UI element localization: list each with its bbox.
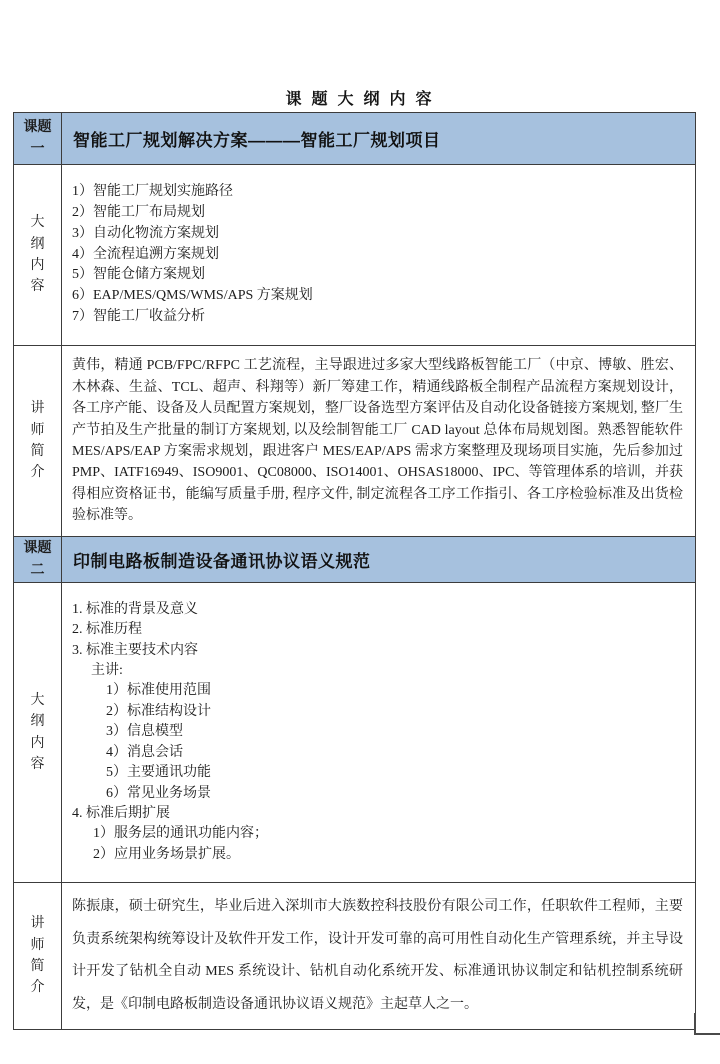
outline-1-item: 3）自动化物流方案规划 <box>72 225 219 241</box>
outline-2-list <box>72 600 683 865</box>
row-label-topic-1: 课题一 <box>23 120 52 157</box>
row-label-topic-2: 课题二 <box>23 541 52 578</box>
outline-2-item: 4. 标准后期扩展 <box>72 805 170 821</box>
topic-1-title-cell <box>62 113 696 165</box>
next-table-border-fragment-vertical <box>694 1013 696 1035</box>
outline-2-item: 主讲: <box>91 663 123 679</box>
table-row-lecturer-1 <box>14 346 696 537</box>
outline-1-item: 1）智能工厂规划实施路径 <box>72 184 233 200</box>
row-label-cell-outline-2 <box>14 583 62 883</box>
outline-1-item: 4）全流程追溯方案规划 <box>72 246 219 262</box>
row-label-cell-topic-1 <box>14 113 62 165</box>
row-label-cell-lecturer-2 <box>14 883 62 1030</box>
table-row-topic-1 <box>14 113 696 165</box>
document-title: 课 题 大 纲 内 容 <box>285 91 435 108</box>
outline-2-item: 2. 标准历程 <box>72 622 142 638</box>
row-label-cell-topic-2 <box>14 537 62 583</box>
lecturer-1-bio: 黄伟，精通 PCB/FPC/RFPC 工艺流程，主导跟进过多家大型线路板智能工厂（中京、博敏、胜宏、木林森、生益、TCL、超声、科翔等）新厂筹建工作，精通线路板全制程产品流程方案规划设计，各工序产能、设备及人员配置方案规划，整厂设备选型方案评估及自动化设备链接方案规划, 整厂生产节拍及生产批量的制订方案规划, 以及绘制智能工厂 CAD layout 总体布局规划图。熟悉智能软件 MES/APS/EAP 方案需求规划，跟进客户 MES/EAP/APS 需求方案整理及现场项目实施，先后参加过 PMP、IATF16949、ISO9001、QC08000、ISO14001、OHSAS18000、IPC、等管理体系的培训，并获得相应资格证书，能编写质量手册, 程序文件, 制定流程各工序工作指引、各工序检验标准及出货检验标准等。 <box>72 358 683 524</box>
outline-1-item: 2）智能工厂布局规划 <box>72 205 205 220</box>
outline-2-item: 2）标准结构设计 <box>106 703 211 719</box>
outline-1-item: 6）EAP/MES/QMS/WMS/APS 方案规划 <box>72 288 313 304</box>
next-table-border-fragment-horizontal <box>694 1033 720 1035</box>
topic-2-title-cell <box>62 537 696 583</box>
table-row-lecturer-2 <box>14 883 696 1030</box>
lecturer-1-content-cell <box>62 346 696 537</box>
outline-1-item: 7）智能工厂收益分析 <box>72 308 205 324</box>
outline-2-item: 1）服务层的通讯功能内容； <box>93 826 268 842</box>
course-outline-table <box>13 112 696 1030</box>
row-label-outline-2: 大纲内容 <box>30 692 45 772</box>
topic-1-title: 智能工厂规划解决方案———智能工厂规划项目 <box>73 131 441 150</box>
outline-2-item: 4）消息会话 <box>106 744 183 760</box>
outline-2-item: 3）信息模型 <box>106 724 183 740</box>
outline-2-item: 3. 标准主要技术内容 <box>72 642 198 658</box>
outline-2-item: 5）主要通讯功能 <box>106 765 211 781</box>
outline-1-item: 5）智能仓储方案规划 <box>72 267 205 283</box>
row-label-cell-outline-1 <box>14 165 62 346</box>
outline-2-item: 2）应用业务场景扩展。 <box>93 846 240 862</box>
table-row-topic-2 <box>14 537 696 583</box>
outline-1-content-cell <box>62 165 696 346</box>
outline-2-content-cell <box>62 583 696 883</box>
table-row-outline-1 <box>14 165 696 346</box>
outline-2-item: 1. 标准的背景及意义 <box>72 601 198 617</box>
lecturer-2-bio: 陈振康，硕士研究生，毕业后进入深圳市大族数控科技股份有限公司工作，任职软件工程师，主要负责系统架构统筹设计及软件开发工作，设计开发可靠的高可用性自动化生产管理系统，并主导设计开发了钻机全自动 MES 系统设计、钻机自动化系统开发、标准通讯协议制定和钻机控制系统研发，是《印制电路板制造设备通讯协议语义规范》主起草人之一。 <box>72 899 683 1012</box>
outline-2-item: 1）标准使用范围 <box>106 683 211 699</box>
row-label-cell-lecturer-1 <box>14 346 62 537</box>
table-row-outline-2 <box>14 583 696 883</box>
outline-2-item: 6）常见业务场景 <box>106 785 211 801</box>
row-label-lecturer-2: 讲师简介 <box>30 916 45 996</box>
row-label-outline-1: 大纲内容 <box>30 215 45 295</box>
outline-1-list <box>72 182 683 328</box>
lecturer-2-content-cell <box>62 883 696 1030</box>
row-label-lecturer-1: 讲师简介 <box>30 401 45 481</box>
topic-2-title: 印制电路板制造设备通讯协议语义规范 <box>73 552 371 571</box>
